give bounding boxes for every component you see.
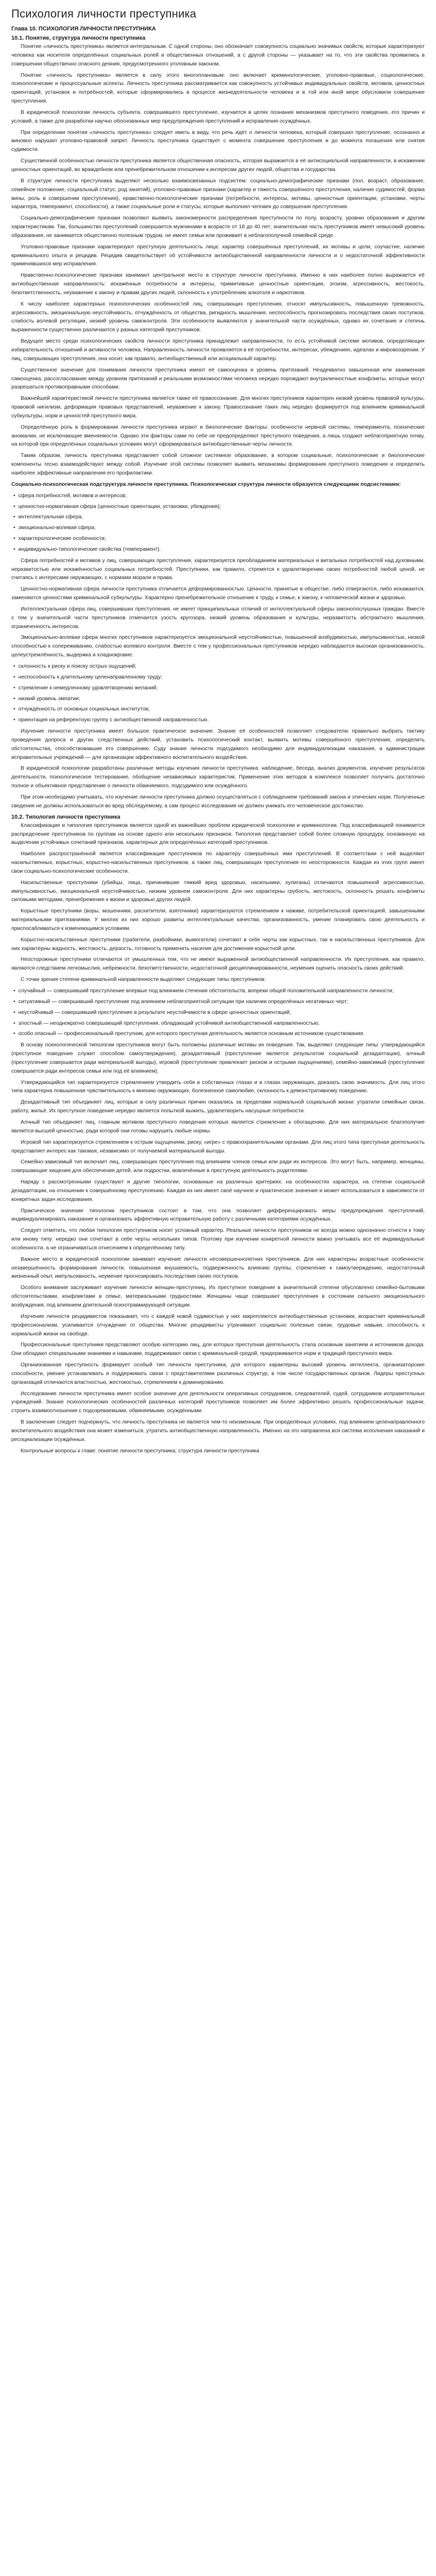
list-item: • индивидуально-типологические свойства (темперамент). bbox=[13, 546, 425, 554]
paragraph: Изучение личности преступника имеет большое практическое значение. Знание её особенностей позволяет следователю правильно выбрать тактику проведения допроса и других следственных действий, установить психологический контакт, выявить мотивы совершённого преступления, определить обстоятельства, способствовавшие его совершению. Суду знание личности подсудимого необходимо для индивидуализации наказания, а администрации исправительных учреждений — для организации эффективного воспитательного воздействия. bbox=[11, 728, 425, 760]
list-item: • ориентация на референтную группу с антиобщественной направленностью. bbox=[13, 716, 425, 725]
paragraph: Ведущее место среди психологических свойств личности преступника принадлежит направленности, то есть устойчивой системе мотивов, определяющих избирательность отношений и активности человека. Направленность личности проявляется в её потребностях, интересах, убеждениях, идеалах и мировоззрении. У лиц, совершающих преступления, она носит, как правило, антиобщественный или асоциальный характер. bbox=[11, 338, 425, 362]
paragraph: При этом необходимо учитывать, что изучение личности преступника должно осуществляться с соблюдением требований закона и этических норм. Полученные сведения не должны использоваться во вред обследуемому, а сам процесс исследования не должен унижать его человеческое достоинство. bbox=[11, 794, 425, 809]
list-item: • случайный — совершивший преступление впервые под влиянием стечения обстоятельств, вопреки общей положительной направленности личности; bbox=[13, 987, 425, 996]
paragraph: В основу психологической типологии преступников могут быть положены различные мотивы их поведения. Так, выделяют следующие типы: утверждающийся (преступное поведение служит способом самоутверждения), дезадаптивный (преступление является результатом социальной дезадаптации), алчный (преступление совершается ради материальной выгоды), игровой (преступление привлекает риском и острыми ощущениями), семейно-зависимый (преступление совершается ради интересов семьи или под её влиянием). bbox=[11, 1042, 425, 1074]
paragraph: Важнейшей характеристикой личности преступника является также её правосознание. Для многих преступников характерен низкий уровень правовой культуры, правовой нигилизм, деформация правовых представлений, неуважение к закону. Правосознание таких лиц нередко формируется под влиянием криминальной субкультуры, норм и ценностей преступного мира. bbox=[11, 396, 425, 419]
paragraph: Определённую роль в формировании личности преступника играют и биологические факторы: особенности нервной системы, темперамента, психические аномалии, не исключающие вменяемости. Однако эти факторы сами по себе не предопределяют преступного поведения, а лишь создают неблагоприятную почву, на которой при определённых социальных условиях могут сформироваться антиобщественные черты личности. bbox=[11, 424, 425, 448]
closing-paragraph: Контрольные вопросы к главе: понятие личности преступника; структура личности преступника bbox=[21, 1448, 259, 1454]
paragraph: В юридической психологии личность субъекта, совершившего преступление, изучается в целях познания механизмов преступного поведения, его причин и условий, а также для разработки научно обоснованных мер предупреждения преступлений и исправления осуждённых. bbox=[11, 109, 425, 124]
section-1-paragraphs-end bbox=[11, 727, 425, 811]
list-item: • сфера потребностей, мотивов и интересов; bbox=[13, 492, 425, 501]
bold-paragraph: Социально-психологическая подструктура личности преступника. Психологическая структура личности образуется следующими подсистемами: bbox=[11, 481, 401, 487]
list-item: • злостный — неоднократно совершающий преступления, обладающий устойчивой антиобщественной направленностью; bbox=[13, 1020, 425, 1028]
paragraph: В структуре личности преступника выделяют несколько взаимосвязанных подсистем: социально-демографические признаки (пол, возраст, образование, семейное положение, социальный статус, род занятий), уголовно-правовые признаки (характер и тяжесть совершённого преступления, наличие судимостей, форма вины, роль в совершении преступления), нравственно-психологические признаки (потребности, интересы, мотивы, ценностные ориентации, установки, черты характера, темперамент, способности), а также социальные роли и статусы, которые выполнял человек до совершения преступления. bbox=[11, 178, 425, 210]
section-heading-2: 10.2. Типология личности преступника bbox=[11, 814, 120, 820]
list-item: • ситуативный — совершивший преступление под влиянием неблагоприятной ситуации при наличии определённых негативных черт; bbox=[13, 998, 425, 1007]
paragraph: Игровой тип характеризуется стремлением к острым ощущениям, риску, «игре» с правоохранительными органами. Для лиц этого типа преступная деятельность представляет интерес как таковая, независимо от получаемой материальной выгоды. bbox=[11, 1139, 425, 1154]
bullet-list-3 bbox=[11, 987, 425, 1039]
paragraph: Профессиональные преступники представляют особую категорию лиц, для которых преступная деятельность стала основным занятием и источником дохода. Они обладают специальными знаниями и навыками, поддерживают связи с криминальной средой, придерживаются норм и традиций преступного мира. bbox=[11, 1342, 425, 1357]
paragraph: Неосторожные преступники отличаются от умышленных тем, что не имеют выраженной антиобщественной направленности. Их преступления, как правило, являются следствием легкомыслия, небрежности, безответственности, недостаточной дисциплинированности, неумения оценить опасность своих действий. bbox=[11, 957, 425, 972]
paragraph: Практическое значение типологии преступников состоит в том, что она позволяет дифференцировать меры предупреждения преступлений, индивидуализировать наказание и организовать эффективную исправительную работу с различными категориями осуждённых. bbox=[11, 1208, 425, 1223]
paragraph: При определении понятия «личность преступника» следует иметь в виду, что речь идёт о личности человека, который совершил преступление, осознанно и виновно нарушил уголовно-правовой запрет. Личность преступника существует с момента совершения преступления и до момента погашения или снятия судимости. bbox=[11, 129, 425, 153]
section-1-paragraphs bbox=[11, 43, 425, 478]
list-item: • особо опасный — профессиональный преступник, для которого преступная деятельность является основным источником существования. bbox=[13, 1030, 425, 1039]
list-item: • стремление к немедленному удовлетворению желаний; bbox=[13, 684, 425, 693]
paragraph: Следует отметить, что любая типология преступников носит условный характер. Реальные личности преступников не всегда можно однозначно отнести к тому или иному типу: нередко они сочетают в себе черты нескольких типов. Поэтому при изучении конкретной личности важно учитывать все её индивидуальные особенности, а не ограничиваться отнесением к определённому типу. bbox=[11, 1228, 425, 1251]
paragraph: Насильственные преступники (убийцы, лица, причинившие тяжкий вред здоровью, насильники, хулиганы) отличаются повышенной агрессивностью, импульсивностью, эмоциональной неустойчивостью, низким уровнем самоконтроля. Для них характерны грубость, жестокость, склонность решать конфликты силовыми методами, пренебрежение к жизни и здоровью других людей. bbox=[11, 879, 425, 903]
paragraph: Корыстно-насильственные преступники (грабители, разбойники, вымогатели) сочетают в себе черты как корыстных, так и насильственных преступников. Для них характерны жадность, жестокость, дерзость, готовность применить насилие для достижения корыстной цели. bbox=[11, 937, 425, 952]
section-2-paragraphs bbox=[11, 822, 425, 985]
bullet-list-1 bbox=[11, 492, 425, 554]
paragraph: Эмоционально-волевая сфера многих преступников характеризуется эмоциональной неустойчивостью, повышенной возбудимостью, импульсивностью, низкой способностью к сопереживанию, слабостью волевого контроля. Вместе с тем у профессиональных преступников нередко наблюдаются высокая организованность, целеустремлённость, выдержка и хладнокровие. bbox=[11, 635, 425, 658]
paragraph: Особого внимания заслуживает изучение личности женщин-преступниц. Их преступное поведение в значительной степени обусловлено семейно-бытовыми обстоятельствами, конфликтами в семье, материальными трудностями. Женщины чаще совершают преступления в состоянии сильного эмоционального возбуждения, под влиянием длительной психотравмирующей ситуации. bbox=[11, 1285, 425, 1308]
list-item: • ценностно-нормативная сфера (ценностные ориентации, установки, убеждения); bbox=[13, 503, 425, 512]
paragraph: Таким образом, личность преступника представляет собой сложное системное образование, в котором социальные, психологические и биологические компоненты тесно взаимодействуют между собой. Изучение этой системы позволяет выявить механизмы формирования преступного поведения и определить наиболее эффективные направления его профилактики. bbox=[11, 453, 425, 476]
paragraph: К числу наиболее характерных психологических особенностей лиц, совершающих преступления, относят импульсивность, повышенную тревожность, агрессивность, эмоциональную неустойчивость, отчуждённость от общества, ригидность мышления, неспособность прогнозировать последствия своих поступков, слабость волевой регуляции, низкий уровень самоконтроля. Эти особенности выявляются у значительной части осуждённых, однако их сочетание и степень выраженности существенно различаются у разных категорий преступников. bbox=[11, 301, 425, 333]
list-item: • низкий уровень эмпатии; bbox=[13, 695, 425, 704]
list-item: • неспособность к длительному целенаправленному труду; bbox=[13, 673, 425, 682]
paragraph: Нравственно-психологические признаки занимают центральное место в структуре личности преступника. Именно в них наиболее полно выражается её антиобщественная направленность: искажённые потребности и интересы, примитивные ценностные ориентации, эгоизм, агрессивность, жестокость, безответственность, неуважение к закону и правам других людей, склонность к употреблению алкоголя и наркотиков. bbox=[11, 273, 425, 296]
paragraph: Существенной особенностью личности преступника является общественная опасность, которая выражается в её антисоциальной направленности, в искажении ценностных ориентаций, во враждебном или пренебрежительном отношении к интересам других людей, общества и государства. bbox=[11, 158, 425, 173]
paragraph: Исследование личности преступника имеет особое значение для деятельности оперативных сотрудников, следователей, судей, сотрудников исправительных учреждений. Знание психологических особенностей различных категорий преступников позволяет им более эффективно решать профессиональные задачи, строить взаимоотношения с подозреваемыми, обвиняемыми, осуждёнными. bbox=[11, 1391, 425, 1414]
list-item: • характерологические особенности; bbox=[13, 535, 425, 544]
paragraph: Семейно-зависимый тип включает лиц, совершающих преступления под влиянием членов семьи или ради их интересов. Это могут быть, например, женщины, совершающие хищения для обеспечения детей, или подростки, вовлечённые в преступную деятельность родителями. bbox=[11, 1159, 425, 1174]
list-item: • эмоционально-волевая сфера; bbox=[13, 524, 425, 533]
section-1-paragraphs-after bbox=[11, 557, 425, 660]
paragraph: Корыстные преступники (воры, мошенники, расхитители, взяточники) характеризуются стремлением к наживе, потребительской ориентацией, завышенными материальными притязаниями. У многих из них хорошо развиты интеллектуальные качества, организованность, умение планировать свою деятельность и приспосабливаться к изменяющимся условиям. bbox=[11, 908, 425, 931]
list-item: • интеллектуальная сфера; bbox=[13, 513, 425, 522]
paragraph: Утверждающийся тип характеризуется стремлением утвердить себя в собственных глазах и в глазах окружающих, доказать свою значимость. Для лиц этого типа характерна повышенная чувствительность к мнению окружающих, болезненное самолюбие, склонность к демонстративному поведению. bbox=[11, 1079, 425, 1094]
section-heading-1: 10.1. Понятие, структура личности преступника bbox=[11, 35, 146, 41]
paragraph: Интеллектуальная сфера лиц, совершивших преступления, не имеет принципиальных отличий от интеллектуальной сферы законопослушных граждан. Вместе с тем у значительной части преступников отмечается узость кругозора, низкий уровень образования и культуры, неразвитость абстрактного мышления, ограниченность интересов. bbox=[11, 606, 425, 630]
paragraph: Классификация и типология преступников является одной из важнейших проблем юридической психологии и криминологии. Под классификацией понимается распределение преступников по группам на основе одного или нескольких признаков. Типология представляет собой более сложную процедуру, основанную на выделении устойчивых сочетаний признаков, характерных для определённых категорий преступников. bbox=[11, 822, 425, 846]
paragraph: Уголовно-правовые признаки характеризуют преступную деятельность лица: характер совершённых преступлений, их мотивы и цели, соучастие, наличие криминального опыта и рецидив. Рецидив свидетельствует об устойчивости антиобщественной направленности личности и о недостаточной эффективности применявшихся мер исправления. bbox=[11, 244, 425, 267]
paragraph: Социально-демографические признаки позволяют выявить закономерности распределения преступности по полу, возрасту, уровню образования и другим характеристикам. Так, большинство преступлений совершается мужчинами в возрасте от 18 до 40 лет; значительная часть преступников имеет невысокий уровень образования, не занимается общественно полезным трудом, не имеет семьи или проживает в неблагополучной семейной среде. bbox=[11, 215, 425, 239]
paragraph: Понятие «личность преступника» является в силу этого многоплановым: оно включает криминологические, уголовно-правовые, социологические, психологические и процессуальные аспекты. Личность преступника рассматривается как совокупность устойчивых индивидуальных свойств, мотивов, ценностных ориентаций, установок и потребностей, которые сформировались в процессе жизнедеятельности человека и в той или иной мере обусловили совершение преступления. bbox=[11, 72, 425, 105]
paragraph: Организованная преступность формирует особый тип личности преступника, для которого характерны высокий уровень интеллекта, организаторские способности, умение устанавливать и поддерживать связи с представителями различных структур, в том числе государственных органов. Лидеры преступных организаций отличаются властностью, жестокостью, стремлением к доминированию. bbox=[11, 1362, 425, 1385]
paragraph: Понятие «личность преступника» является интегральным. С одной стороны, оно обозначает совокупность социально значимых свойств, которые характеризуют человека как носителя определённых социальных ролей и общественных отношений, а с другой стороны — указывает на то, что эти свойства проявились в совершении общественно опасного деяния, предусмотренного уголовным законом. bbox=[11, 44, 425, 67]
paragraph: В заключение следует подчеркнуть, что личность преступника не является чем-то неизменным. При определённых условиях, под влиянием целенаправленного воспитательного воздействия она может измениться, утратить антиобщественную направленность. Именно на это направлена вся система исполнения наказаний и ресоциализации осуждённых. bbox=[11, 1419, 425, 1443]
paragraph: Ценностно-нормативная сфера личности преступника отличается деформированностью. Ценности, принятые в обществе, либо отвергаются, либо искажаются, заменяются ценностями криминальной субкультуры. Характерно пренебрежительное отношение к труду, к семье, к закону, к человеческой жизни и здоровью. bbox=[11, 586, 425, 601]
page-title: Психология личности преступника bbox=[11, 7, 197, 20]
section-1-body bbox=[11, 43, 425, 811]
section-2-paragraphs-after bbox=[11, 1041, 425, 1444]
section-2-body bbox=[11, 822, 425, 1456]
paragraph: Дезадаптивный тип объединяет лиц, которые в силу различных причин оказались за пределами нормальной социальной жизни: утратили семейные связи, работу, жильё. Их преступное поведение нередко является попыткой выжить, удовлетворить насущные потребности. bbox=[11, 1099, 425, 1114]
paragraph: Изучение личности рецидивистов показывает, что с каждой новой судимостью у них закрепляются антиобщественные установки, возрастает криминальный профессионализм, усиливается отчуждение от общества. Многие рецидивисты утрачивают социально полезные связи, трудовые навыки, способность к нормальной жизни на свободе. bbox=[11, 1313, 425, 1337]
list-item: • отчуждённость от основных социальных институтов; bbox=[13, 705, 425, 714]
paragraph: Наряду с рассмотренными существуют и другие типологии, основанные на различных критериях: на особенностях характера, на степени социальной дезадаптации, на отношении к совершённому преступлению. Каждая из них имеет своё научное и практическое значение и может использоваться в зависимости от конкретных задач исследования. bbox=[11, 1179, 425, 1202]
list-item: • склонность к риску и поиску острых ощущений; bbox=[13, 663, 425, 671]
paragraph: Важное место в юридической психологии занимает изучение личности несовершеннолетних преступников. Для них характерны возрастные особенности: незавершённость формирования личности, повышенная внушаемость, подверженность влиянию группы, стремление к самоутверждению, недостаточный жизненный опыт, импульсивность, неумение прогнозировать последствия своих поступков. bbox=[11, 1256, 425, 1280]
bullet-list-2 bbox=[11, 663, 425, 725]
paragraph: Алчный тип объединяет лиц, главным мотивом преступного поведения которых является стремление к обогащению. Для них материальное благополучие является высшей ценностью, ради которой они готовы нарушить любые нормы. bbox=[11, 1119, 425, 1134]
paragraph: Существенное значение для понимания личности преступника имеют её самооценка и уровень притязаний. Неадекватно завышенная или заниженная самооценка, рассогласование между уровнем притязаний и реальными возможностями человека нередко порождают внутриличностные конфликты, которые могут разрешаться противоправными способами. bbox=[11, 367, 425, 391]
paragraph: С точки зрения степени криминальной направленности выделяют следующие типы преступников: bbox=[21, 977, 266, 983]
paragraph: В юридической психологии разработаны различные методы изучения личности преступника: наблюдение, беседа, анализ документов, изучение результатов деятельности, психологическое тестирование, обобщение независимых характеристик. Применение этих методов в комплексе позволяет получить достаточно полное и объективное представление о личности обвиняемого, подсудимого или осуждённого. bbox=[11, 766, 425, 789]
chapter-heading: Глава 10. ПСИХОЛОГИЯ ЛИЧНОСТИ ПРЕСТУПНИКА bbox=[11, 26, 156, 32]
paragraph: Сфера потребностей и мотивов у лиц, совершающих преступления, характеризуется преобладанием материальных и витальных потребностей над духовными, неразвитостью или искажённостью социальных потребностей. Преступники, как правило, стремятся к удовлетворению своих потребностей любой ценой, не считаясь с интересами окружающих, с нормами морали и права. bbox=[11, 557, 425, 581]
paragraph: Наиболее распространённой является классификация преступников по характеру совершённых ими преступлений. В соответствии с ней выделяют насильственных, корыстных, корыстно-насильственных преступников, а также лиц, совершающих преступления по неосторожности. Каждая из этих групп имеет свои социально-психологические особенности. bbox=[11, 851, 425, 874]
list-item: • неустойчивый — совершивший преступление в результате неустойчивости в сфере ценностных ориентаций; bbox=[13, 1009, 425, 1018]
